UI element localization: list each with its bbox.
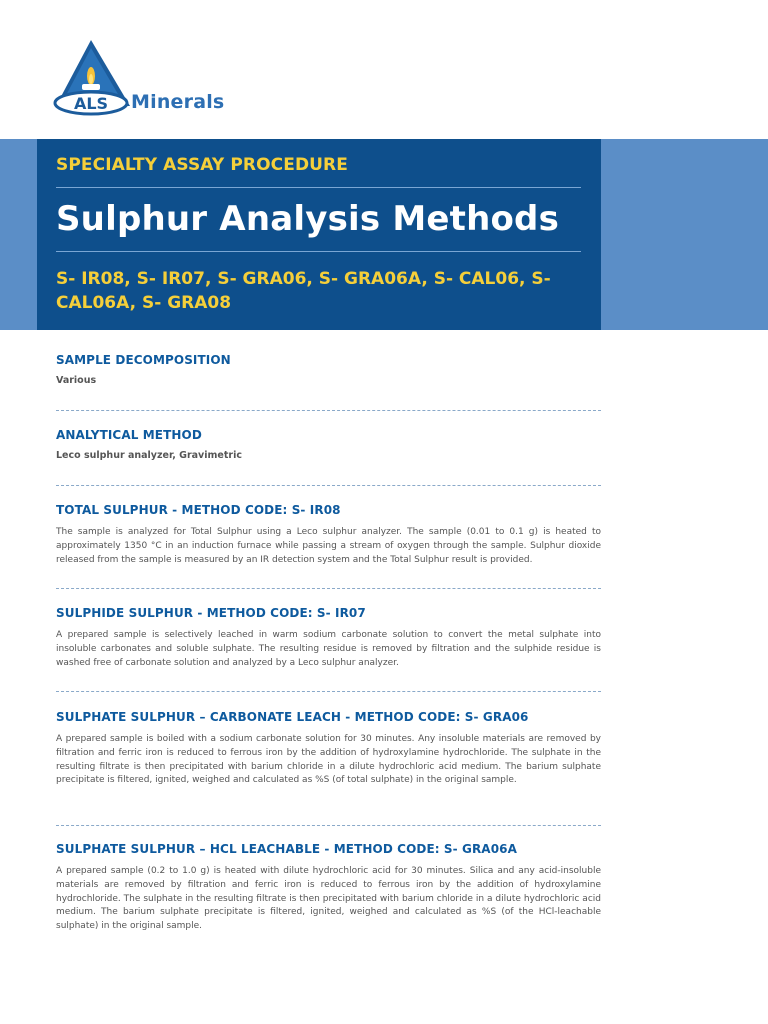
section-heading: SAMPLE DECOMPOSITION	[56, 353, 231, 367]
section-divider	[56, 410, 601, 411]
section-heading: ANALYTICAL METHOD	[56, 428, 202, 442]
page-title: Sulphur Analysis Methods	[56, 199, 560, 239]
section-heading: SULPHATE SULPHUR – HCL LEACHABLE - METHOD CODE: S- GRA06A	[56, 842, 517, 856]
section-body: The sample is analyzed for Total Sulphur using a Leco sulphur analyzer. The sample (0.01 to 0.1 g) is heated to approximately 1350 °C in an induction furnace while passing a stream of oxygen through the sample. Sulphur dioxide released from the sample is measured by an IR detection system and the Total Sulphur result is provided.	[56, 527, 601, 565]
banner-rule-top	[56, 187, 581, 188]
section-divider	[56, 588, 601, 589]
banner-rule-bottom	[56, 251, 581, 252]
logo-badge-text: ALS	[73, 94, 109, 113]
section-divider	[56, 691, 601, 692]
section-sulphate-carbonate-leach	[56, 710, 601, 788]
section-total-sulphur	[56, 503, 601, 567]
section-sulphide-sulphur	[56, 606, 601, 670]
section-divider	[56, 485, 601, 486]
method-codes: S- IR08, S- IR07, S- GRA06, S- GRA06A, S- CAL06, S- CAL06A, S- GRA08	[56, 269, 551, 313]
section-divider	[56, 825, 601, 826]
logo-wordmark: Minerals	[131, 91, 225, 113]
banner-kicker: SPECIALTY ASSAY PROCEDURE	[56, 155, 348, 175]
section-sulphate-hcl-leachable	[56, 842, 601, 934]
title-banner	[37, 139, 601, 330]
section-body: A prepared sample is selectively leached in warm sodium carbonate solution to convert the metal sulphate into insoluble carbonates and soluble sulphate. The resulting residue is removed by filtration and the sulphide residue is washed free of carbonate solution and analyzed by a Leco sulphur analyzer.	[56, 630, 601, 668]
section-heading: SULPHATE SULPHUR – CARBONATE LEACH - METHOD CODE: S- GRA06	[56, 710, 529, 724]
section-heading: TOTAL SULPHUR - METHOD CODE: S- IR08	[56, 503, 341, 517]
section-body: A prepared sample (0.2 to 1.0 g) is heated with dilute hydrochloric acid for 30 minutes. Silica and any acid-insoluble materials are removed by filtration and ferric iron is reduced to ferrous iron by the addition of hydroxylamine hydrochloride. The sulphate in the resulting filtrate is then precipitated with barium chloride in a dilute hydrochloric acid medium. The barium sulphate precipitate is filtered, ignited, weighed and calculated as %S (of the HCl-leachable sulphate) in the original sample.	[56, 866, 601, 932]
section-heading: SULPHIDE SULPHUR - METHOD CODE: S- IR07	[56, 606, 366, 620]
section-subtext: Leco sulphur analyzer, Gravimetric	[56, 450, 242, 461]
section-analytical-method	[56, 428, 601, 461]
section-subtext: Various	[56, 375, 97, 386]
section-body: A prepared sample is boiled with a sodium carbonate solution for 30 minutes. Any insoluble materials are removed by filtration and ferric iron is reduced to ferrous iron by the addition of hydroxylamine hydrochloride. The sulphate in the resulting filtrate is then precipitated with barium chloride in a dilute hydrochloric acid medium. The barium sulphate precipitate is filtered, ignited, weighed and calculated as %S (of total sulphate) in the original sample.	[56, 734, 601, 786]
section-sample-decomposition	[56, 353, 601, 386]
